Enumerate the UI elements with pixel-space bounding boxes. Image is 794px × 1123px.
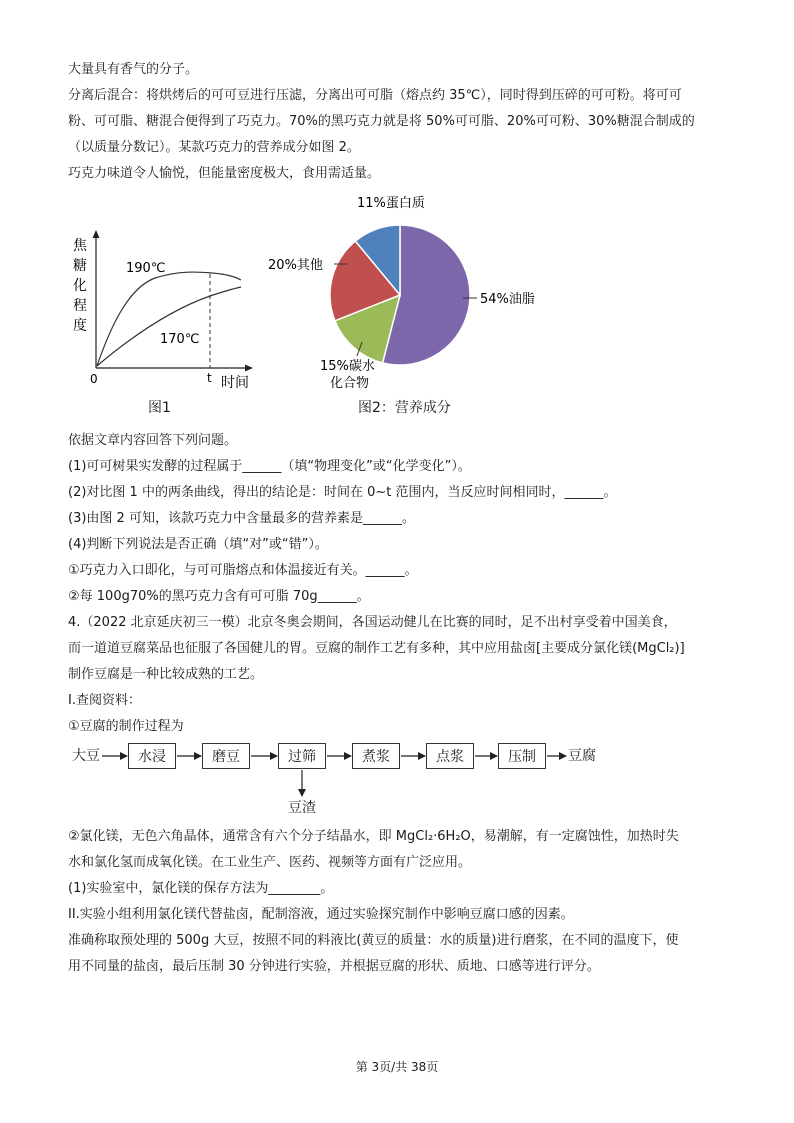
curve-190c (97, 272, 241, 366)
flow-step-boil: 煮浆 (352, 743, 400, 769)
resource-item-1: ①豆腐的制作过程为 (68, 719, 184, 734)
question-3: (3)由图 2 可知，该款巧克力中含量最多的营养素是______。 (68, 511, 415, 526)
flow-step-grind: 磨豆 (202, 743, 250, 769)
problem-4-line: 4.（2022 北京延庆初三一模）北京冬奥会期间，各国运动健儿在比赛的同时，足不出村享受着中国美食， (68, 615, 677, 630)
flow-step-press: 压制 (498, 743, 546, 769)
flow-step-coagulate: 点浆 (426, 743, 474, 769)
question-4: (4)判断下列说法是否正确（填“对”或“错”）。 (68, 537, 328, 552)
label-other: 20%其他 (268, 258, 323, 273)
flow-start: 大豆 (72, 748, 100, 764)
paragraph-line: 大量具有香气的分子。 (68, 62, 199, 77)
label-carb-line2: 化合物 (330, 376, 370, 390)
problem-4-line: 制作豆腐是一种比较成熟的工艺。 (68, 667, 264, 682)
paragraph-line: 分离后混合：将烘烤后的可可豆进行压滤，分离出可可脂（熔点约 35℃），同时得到压碎的可可粉。将可可 (68, 88, 682, 103)
question-1: (1)可可树果实发酵的过程属于______（填“物理变化”或“化学变化”）。 (68, 459, 471, 474)
curve-label-170c: 170℃ (160, 332, 200, 347)
experiment-paragraph-line: 准确称取预处理的 500g 大豆，按照不同的料液比(黄豆的质量：水的质量)进行磨浆，在不同的温度下，使 (68, 933, 679, 948)
question-2: (2)对比图 1 中的两条曲线，得出的结论是：时间在 0~t 范围内，当反应时间相同时，______。 (68, 485, 617, 500)
question-4-item-1: ①巧克力入口即化，与可可脂熔点和体温接近有关。______。 (68, 563, 418, 578)
y-axis-arrow (93, 230, 100, 238)
figure-2-caption: 图2：营养成分 (358, 400, 451, 416)
y-axis-label-char: 度 (73, 318, 87, 334)
figure-2-pie-chart (262, 190, 552, 390)
curve-label-190c: 190℃ (126, 261, 166, 276)
paragraph-line: 巧克力味道令人愉悦，但能量密度极大，食用需适量。 (68, 166, 381, 181)
resource-item-2-line: ②氯化镁，无色六角晶体，通常含有六个分子结晶水，即 MgCl₂·6H₂O，易潮解，有一定腐蚀性，加热时失 (68, 829, 679, 844)
label-protein: 11%蛋白质 (357, 196, 425, 211)
y-axis-label-char: 化 (73, 278, 87, 294)
resource-item-2-line: 水和氯化氢而成氧化镁。在工业生产、医药、视频等方面有广泛应用。 (68, 855, 472, 870)
flow-arrows (0, 740, 620, 800)
label-oil: 54%油脂 (480, 292, 535, 307)
label-carb-line1: 15%碳水 (320, 359, 375, 374)
problem-4-line: 而一道道豆腐菜品也征服了各国健儿的胃。豆腐的制作工艺有多种，其中应用盐卤[主要成分氯化镁(MgCl₂)] (68, 641, 685, 656)
section-2-heading: II.实验小组利用氯化镁代替盐卤，配制溶液，通过实验探究制作中影响豆腐口感的因素。 (68, 907, 574, 922)
problem-4-question-1: (1)实验室中，氯化镁的保存方法为________。 (68, 881, 334, 896)
paragraph-line: （以质量分数记）。某款巧克力的营养成分如图 2。 (68, 140, 360, 155)
flow-step-sieve: 过筛 (278, 743, 326, 769)
paragraph-line: 粉、可可脂、糖混合便得到了巧克力。70%的黑巧克力就是将 50%可可脂、20%可可粉、30%糖混合制成的 (68, 114, 695, 129)
question-4-item-2: ②每 100g70%的黑巧克力含有可可脂 70g______。 (68, 589, 370, 604)
y-axis-label-char: 程 (73, 298, 87, 314)
flow-step-soak: 水浸 (128, 743, 176, 769)
page-footer: 第 3页/共 38页 (355, 1060, 439, 1074)
y-axis-label-char: 糖 (73, 258, 87, 274)
flow-byproduct: 豆渣 (288, 800, 316, 816)
figure-1-caramelization-graph (70, 228, 260, 418)
section-1-heading: I.查阅资料： (68, 693, 141, 708)
question-intro: 依据文章内容回答下列问题。 (68, 433, 238, 448)
curve-170c (97, 287, 241, 366)
y-axis-label-char: 焦 (73, 238, 87, 254)
flow-end: 豆腐 (568, 748, 596, 764)
x-axis-arrow (245, 365, 253, 372)
t-label: t (207, 371, 212, 385)
origin-label: 0 (90, 372, 98, 386)
figure-1-caption: 图1 (148, 400, 171, 416)
experiment-paragraph-line: 用不同量的盐卤，最后压制 30 分钟进行实验，并根据豆腐的形状、质地、口感等进行评分。 (68, 959, 600, 974)
x-axis-label: 时间 (221, 375, 249, 391)
